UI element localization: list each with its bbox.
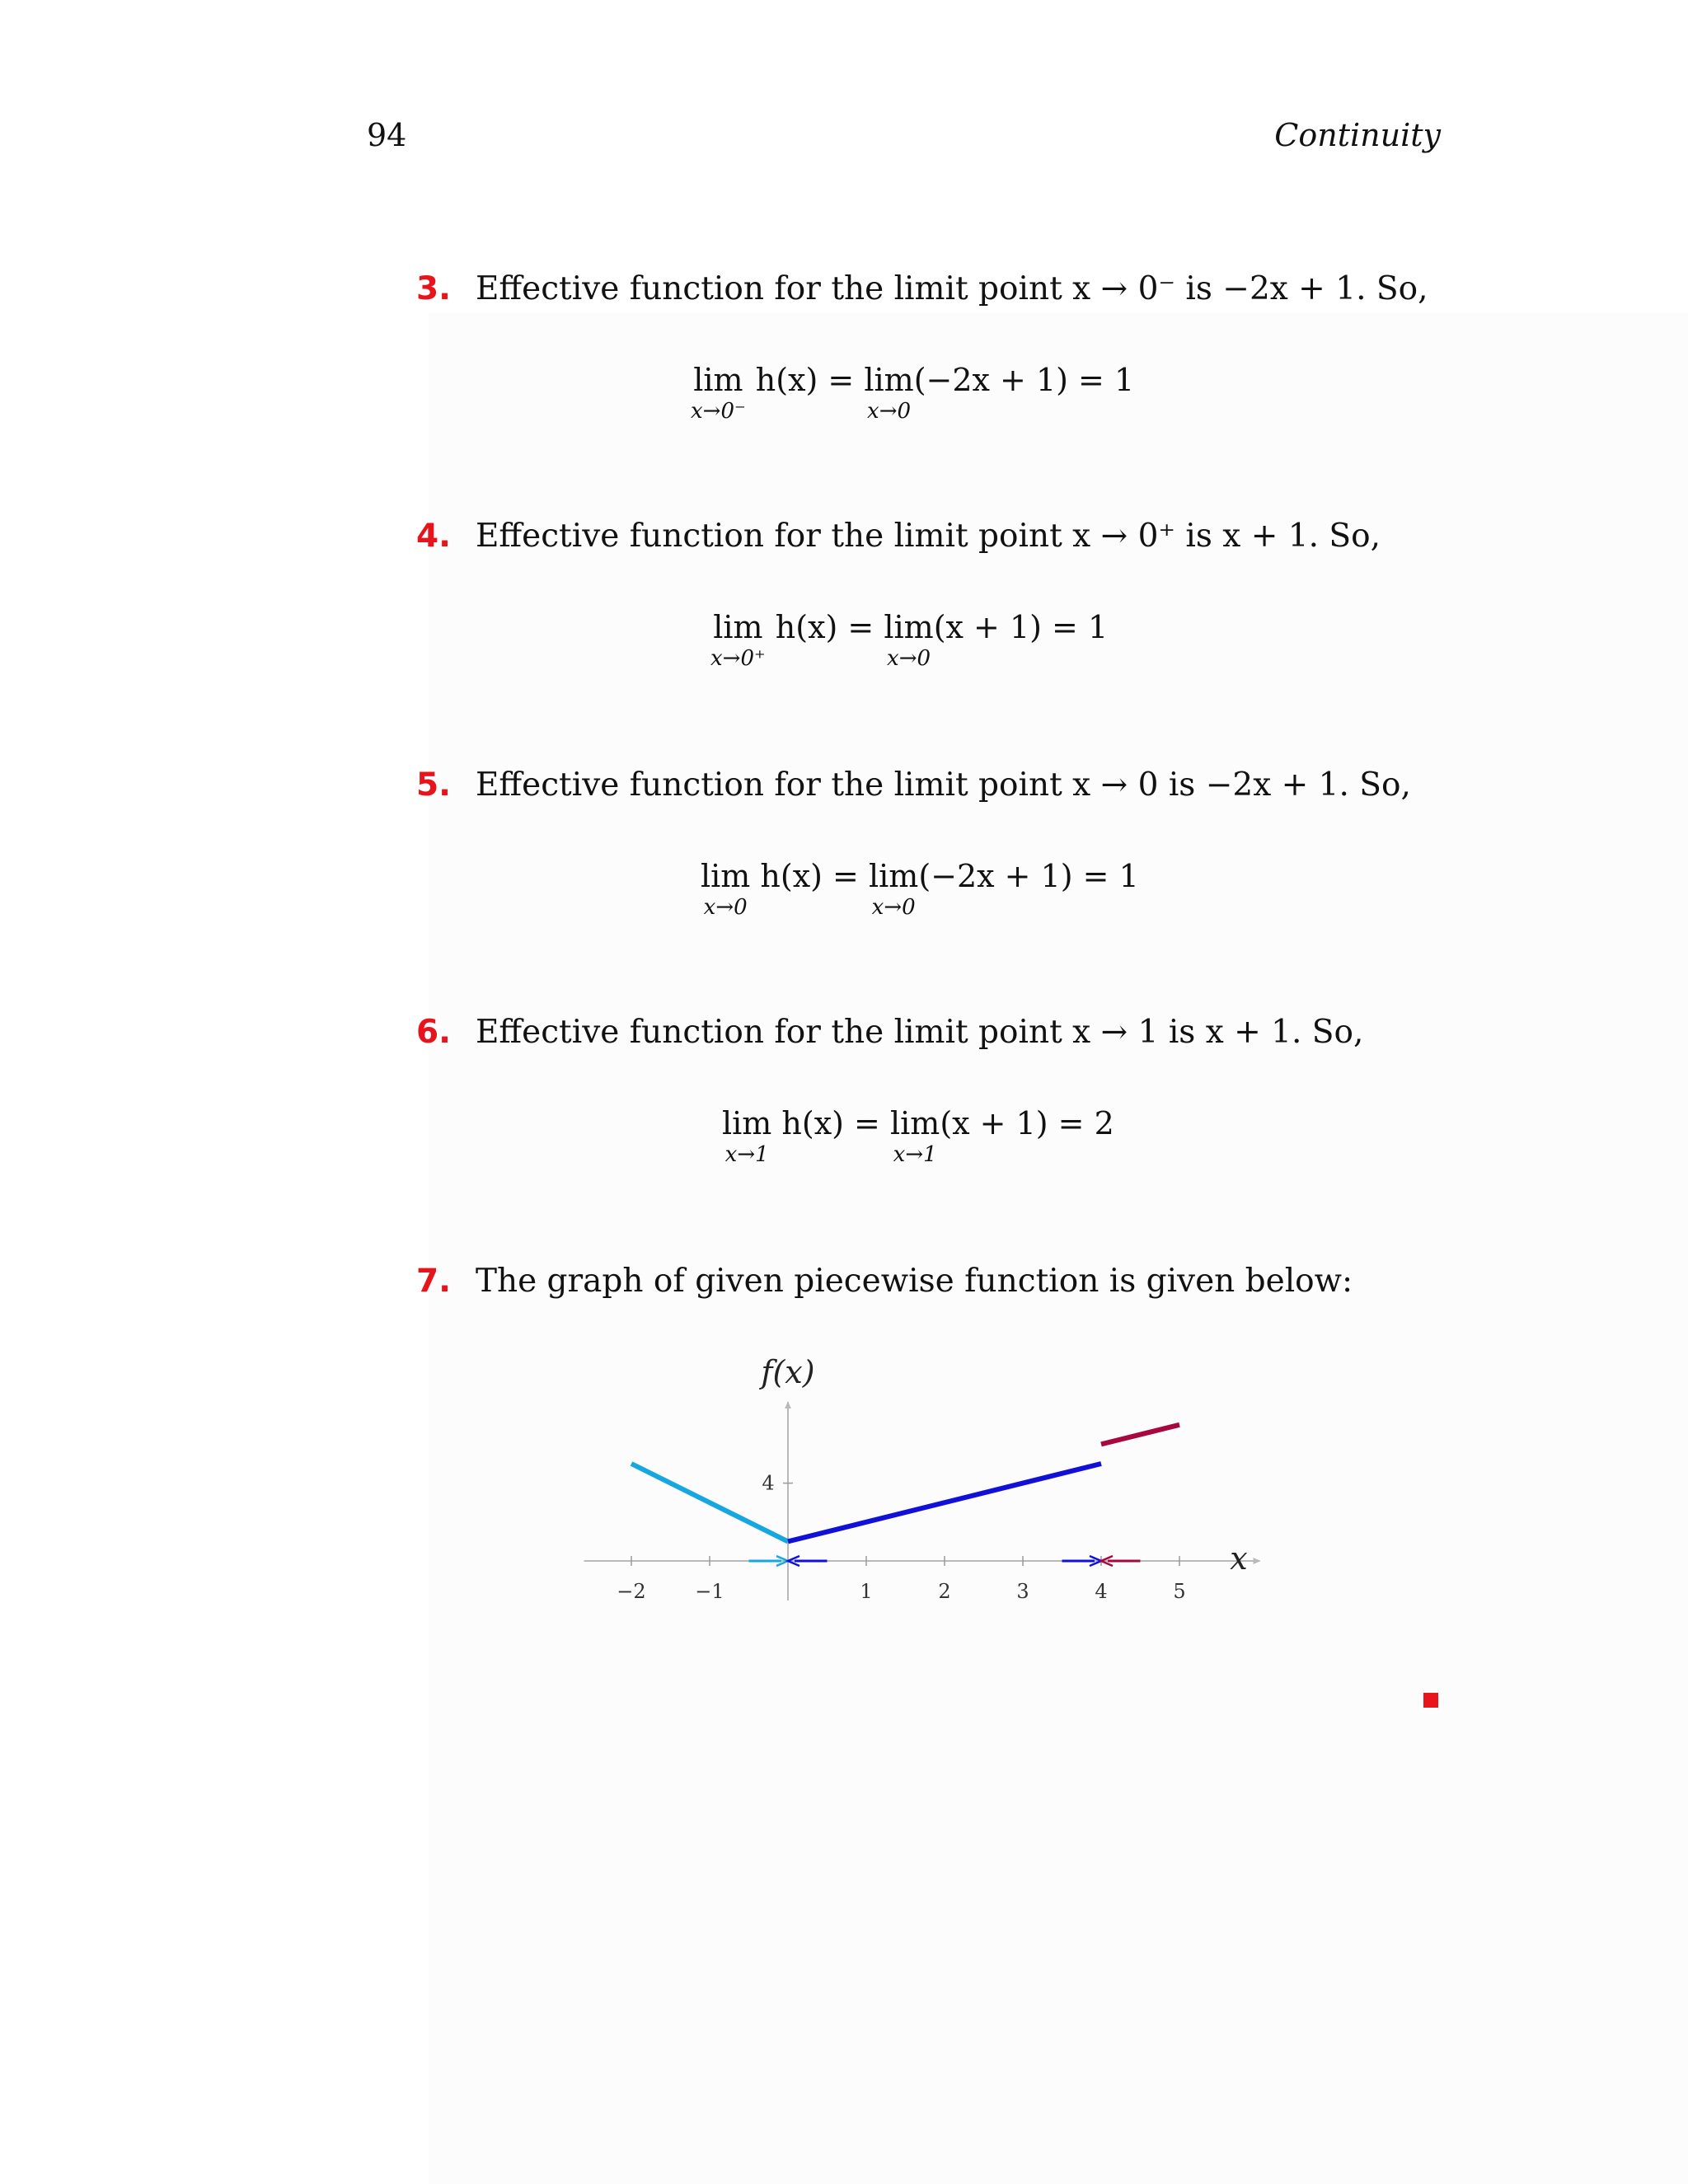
equation-middle: h(x) = [765, 609, 884, 645]
item-number: 3. [416, 270, 451, 307]
end-of-proof-square [1423, 1693, 1438, 1708]
item-text: Effective function for the limit point x → 0⁻ is −2x + 1. So, [475, 270, 1428, 307]
equation-tail: (x + 1) = 2 [940, 1105, 1114, 1141]
y-tick-label: 4 [762, 1471, 775, 1495]
series-line [1101, 1425, 1179, 1445]
page-number: 94 [367, 117, 407, 153]
item-number: 7. [416, 1263, 451, 1300]
equation-middle: h(x) = [771, 1105, 890, 1141]
item-number: 6. [416, 1014, 451, 1051]
limit-left: lim x→0⁻ [691, 362, 746, 424]
limit-left: lim x→0 [701, 858, 751, 920]
item-text: The graph of given piecewise function is given below: [475, 1263, 1353, 1300]
series-line [788, 1464, 1101, 1541]
item-text: Effective function for the limit point x → 0 is −2x + 1. So, [475, 766, 1411, 804]
item-text: Effective function for the limit point x → 0⁺ is x + 1. So, [475, 518, 1381, 555]
limit-right: lim x→0 [884, 609, 934, 671]
x-tick-label: −2 [617, 1580, 646, 1603]
item-number: 4. [416, 518, 451, 555]
item-text: Effective function for the limit point x → 1 is x + 1. So, [475, 1014, 1364, 1051]
running-title: Continuity [1274, 117, 1441, 153]
equation-tail: (−2x + 1) = 1 [918, 858, 1139, 894]
equation-tail: (x + 1) = 1 [933, 609, 1109, 645]
limit-right: lim x→0 [864, 362, 914, 424]
equation-tail: (−2x + 1) = 1 [913, 362, 1135, 398]
x-tick-label: −1 [695, 1580, 724, 1603]
limit-right: lim x→1 [889, 1105, 940, 1167]
x-tick-label: 2 [938, 1580, 951, 1603]
equation-middle: h(x) = [745, 362, 865, 398]
equation-middle: h(x) = [750, 858, 869, 894]
x-axis-label: x [1230, 1540, 1248, 1577]
x-tick-label: 3 [1016, 1580, 1029, 1603]
item-number: 5. [416, 766, 451, 804]
x-tick-label: 5 [1173, 1580, 1186, 1603]
limit-left: lim x→0⁺ [710, 609, 766, 671]
x-tick-label: 1 [860, 1580, 873, 1603]
limit-left: lim x→1 [722, 1105, 772, 1167]
limit-right: lim x→0 [868, 858, 919, 920]
y-axis-label: f(x) [761, 1354, 815, 1390]
x-tick-label: 4 [1095, 1580, 1108, 1603]
